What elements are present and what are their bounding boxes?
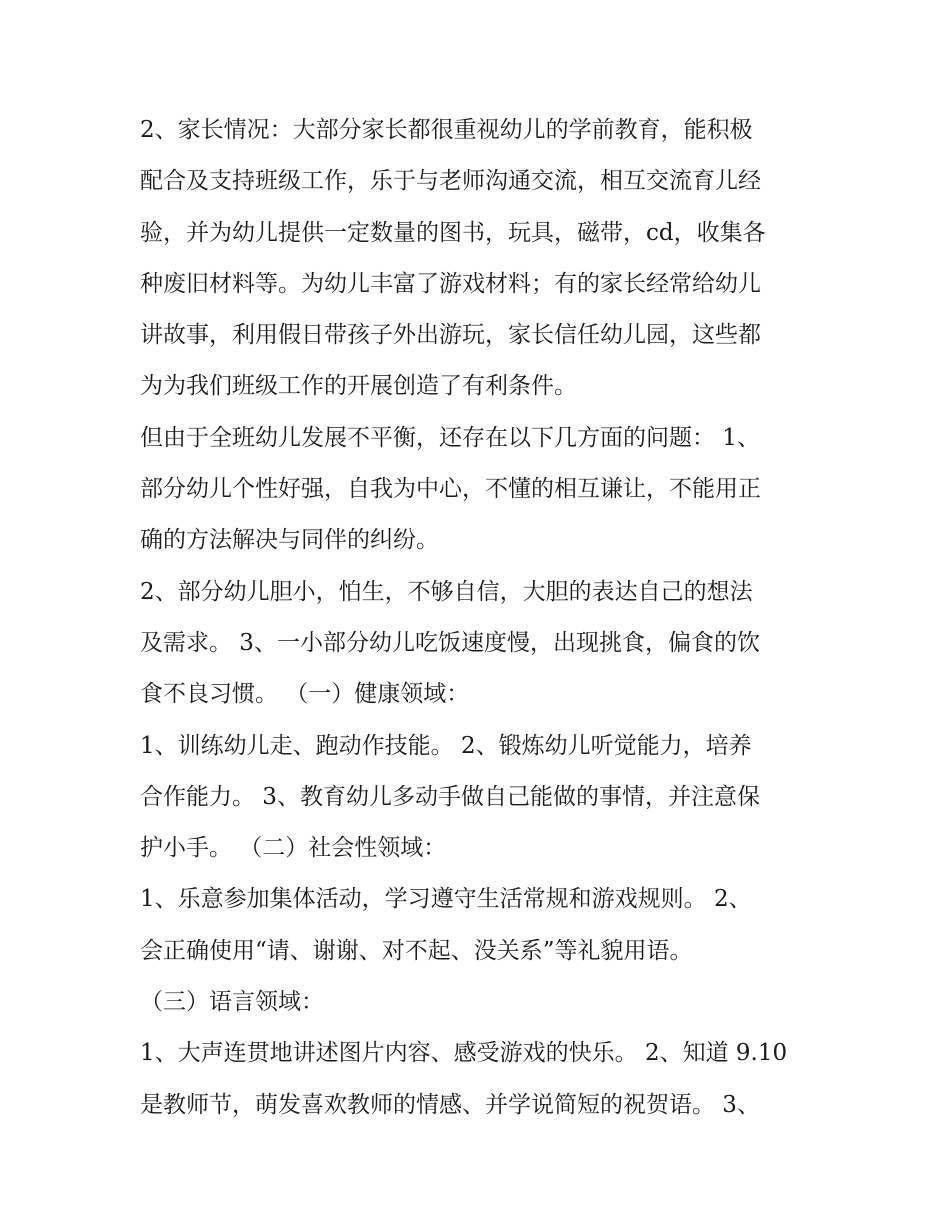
text-line: 及需求。 3、一小部分幼儿吃饭速度慢，出现挑食，偏食的饮: [140, 629, 760, 656]
text-line: 会正确使用“请、谢谢、对不起、没关系”等礼貌用语。: [140, 937, 693, 964]
text-line: 配合及支持班级工作，乐于与老师沟通交流，相互交流育儿经: [140, 168, 761, 195]
text-line: 1、训练幼儿走、跑动作技能。 2、锻炼幼儿听觉能力，培养: [140, 732, 752, 759]
document-body: [140, 105, 820, 1131]
text-line: 确的方法解决与同伴的纠纷。: [140, 527, 439, 554]
text-line: 为为我们班级工作的开展创造了有利条件。: [140, 373, 577, 400]
text-line: 讲故事，利用假日带孩子外出游玩，家长信任幼儿园，这些都: [140, 322, 761, 349]
text-line: 合作能力。 3、教育幼儿多动手做自己能做的事情，并注意保: [140, 783, 760, 810]
text-line: 1、大声连贯地讲述图片内容、感受游戏的快乐。 2、知道 9.10: [140, 1040, 788, 1067]
text-line: 但由于全班幼儿发展不平衡，还存在以下几方面的问题： 1、: [140, 424, 760, 451]
text-line: 食不良习惯。 （一）健康领域：: [140, 681, 470, 708]
text-line: 种废旧材料等。为幼儿丰富了游戏材料；有的家长经常给幼儿: [140, 270, 761, 297]
text-line: 验，并为幼儿提供一定数量的图书，玩具，磁带，cd，收集各: [140, 219, 766, 246]
text-line: 部分幼儿个性好强，自我为中心，不懂的相互谦让，不能用正: [140, 476, 761, 503]
text-line: 护小手。 （二）社会性领域：: [140, 835, 447, 862]
text-line: 1、乐意参加集体活动，学习遵守生活常规和游戏规则。 2、: [140, 886, 752, 913]
text-line: 2、部分幼儿胆小，怕生，不够自信，大胆的表达自己的想法: [140, 578, 753, 605]
text-line: （三）语言领域：: [140, 989, 324, 1016]
text-line: 2、家长情况：大部分家长都很重视幼儿的学前教育，能积极: [140, 117, 753, 143]
text-line: 是教师节，萌发喜欢教师的情感、并学说简短的祝贺语。 3、: [140, 1091, 760, 1118]
